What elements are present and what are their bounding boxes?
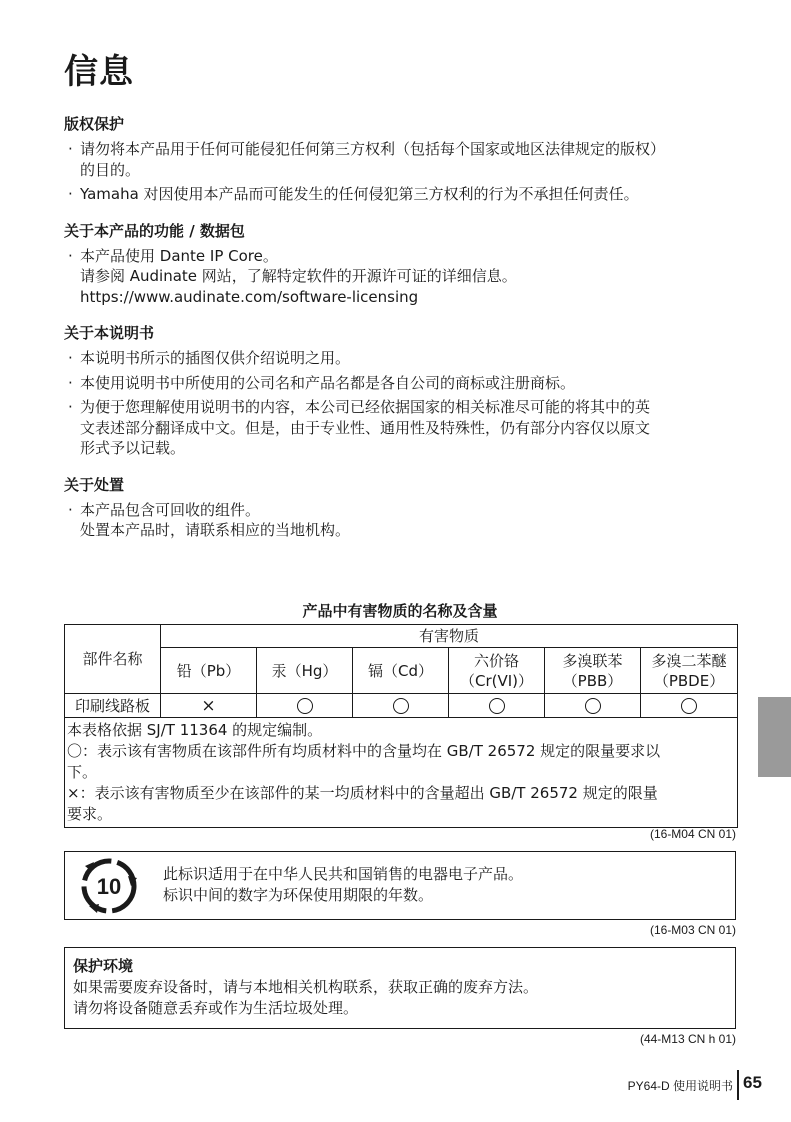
epup-line: 标识中间的数字为环保使用期限的年数。 <box>163 886 434 904</box>
item-text: Yamaha 对因使用本产品而可能发生的任何侵犯第三方权利的行为不承担任何责任。 <box>80 185 639 203</box>
mark-cell <box>353 694 449 718</box>
section-heading: 关于本说明书 <box>64 324 155 342</box>
item-text: 本产品使用 Dante IP Core。 <box>80 246 278 265</box>
column-header-cr6: 六价铬 （Cr(VI)） <box>449 648 545 694</box>
item-text: 本说明书所示的插图仅供介绍说明之用。 <box>80 349 351 367</box>
page-title: 信息 <box>64 52 134 92</box>
section-heading: 版权保护 <box>64 115 125 133</box>
hazard-substance-table <box>64 624 738 828</box>
mark-cell <box>449 694 545 718</box>
licensing-url: https://www.audinate.com/software-licensing <box>80 287 419 306</box>
item-text: 本产品包含可回收的组件。 <box>80 500 261 519</box>
epup-box <box>64 851 736 920</box>
epup-line: 此标识适用于在中华人民共和国销售的电器电子产品。 <box>163 865 524 883</box>
circle-icon <box>681 698 697 714</box>
item-text: 形式予以记载。 <box>80 439 186 457</box>
mark-cell <box>161 694 257 718</box>
bullet: · <box>68 398 73 416</box>
bullet: · <box>68 185 73 203</box>
column-header-pbb: 多溴联苯 （PBB） <box>545 648 641 694</box>
bullet: · <box>68 246 73 265</box>
substance-group-header: 有害物质 <box>161 625 738 648</box>
mark-cell <box>257 694 353 718</box>
epup-code: (16-M03 CN 01) <box>649 923 736 937</box>
column-header-hg: 汞（Hg） <box>257 648 353 694</box>
item-text: 的目的。 <box>80 160 141 179</box>
column-header-pb: 铅（Pb） <box>161 648 257 694</box>
list-item <box>64 348 744 369</box>
epup-number: 10 <box>96 874 122 899</box>
section-heading: 关于本产品的功能 / 数据包 <box>64 221 245 240</box>
item-text: 处置本产品时，请联系相应的当地机构。 <box>80 521 351 539</box>
environment-line: 请勿将设备随意丢弃或作为生活垃圾处理。 <box>73 999 359 1017</box>
info-sections <box>64 114 744 557</box>
hazard-table-title: 产品中有害物质的名称及含量 <box>302 602 498 620</box>
section-manual <box>64 323 744 459</box>
item-text: 请勿将本产品用于任何可能侵犯任何第三方权利（包括每个国家或地区法律规定的版权） <box>80 140 666 158</box>
footer-divider <box>737 1070 739 1100</box>
bullet: · <box>68 140 73 158</box>
list-item <box>64 500 744 541</box>
circle-icon <box>585 698 601 714</box>
list-item <box>64 139 744 180</box>
circle-icon <box>393 698 409 714</box>
environment-protection-period-icon <box>77 856 141 916</box>
circle-icon <box>489 698 505 714</box>
cross-icon: × <box>201 695 216 716</box>
bullet: · <box>68 349 73 367</box>
section-heading: 关于处置 <box>64 475 125 494</box>
manual-name: PY64-D 使用说明书 <box>627 1079 733 1093</box>
environment-box <box>64 947 736 1029</box>
chapter-tab <box>758 697 791 777</box>
list-item <box>64 246 744 308</box>
section-function <box>64 221 744 308</box>
list-item <box>64 373 744 394</box>
list-item <box>64 397 744 459</box>
bullet: · <box>68 373 73 392</box>
item-text: 本使用说明书中所使用的公司名和产品名都是各自公司的商标或注册商标。 <box>80 373 576 392</box>
table-row <box>65 694 738 718</box>
item-text: 请参阅 Audinate 网站，了解特定软件的开源许可证的详细信息。 <box>80 267 517 285</box>
list-item <box>64 184 744 205</box>
environment-title: 保护环境 <box>73 957 134 975</box>
mark-cell <box>641 694 738 718</box>
environment-code: (44-M13 CN h 01) <box>639 1032 736 1046</box>
column-header-pbde: 多溴二苯醚 （PBDE） <box>641 648 738 694</box>
note-line: 本表格依据 SJ/T 11364 的规定编制。 <box>67 721 323 739</box>
table-notes <box>65 718 738 828</box>
part-name-cell: 印刷线路板 <box>65 694 161 718</box>
note-line: 〇：表示该有害物质在该部件所有均质材料中的含量均在 GB/T 26572 规定的限量要求以 <box>67 742 661 760</box>
section-disposal <box>64 475 744 541</box>
table-code: (16-M04 CN 01) <box>649 827 736 841</box>
epup-text <box>163 864 523 906</box>
section-copyright <box>64 114 744 205</box>
note-line: 下。 <box>67 763 98 781</box>
environment-line: 如果需要废弃设备时，请与本地相关机构联系，获取正确的废弃方法。 <box>73 978 539 996</box>
page-number: 65 <box>743 1073 762 1092</box>
item-text: 为便于您理解使用说明书的内容，本公司已经依据国家的相关标准尽可能的将其中的英 <box>80 398 651 416</box>
bullet: · <box>68 500 73 519</box>
note-line: ×：表示该有害物质至少在该部件的某一均质材料中的含量超出 GB/T 26572 规定的限量 <box>67 784 658 802</box>
mark-cell <box>545 694 641 718</box>
item-text: 文表述部分翻译成中文。但是，由于专业性、通用性及特殊性，仍有部分内容仅以原文 <box>80 418 651 437</box>
part-name-header: 部件名称 <box>65 625 161 694</box>
circle-icon <box>297 698 313 714</box>
column-header-cd: 镉（Cd） <box>353 648 449 694</box>
note-line: 要求。 <box>67 805 113 823</box>
